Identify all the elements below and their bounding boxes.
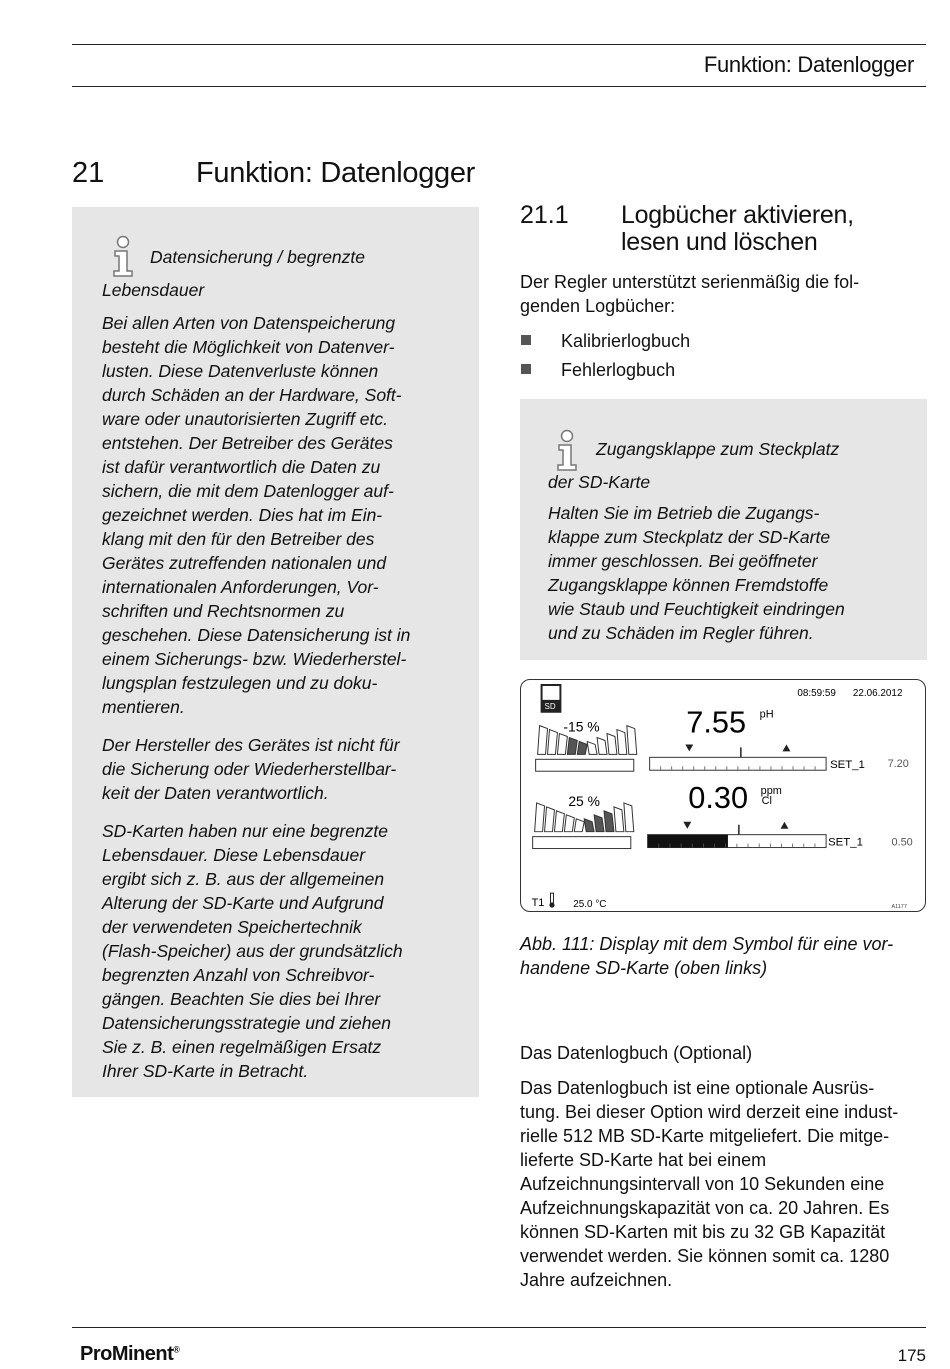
note-text-line: immer geschlossen. Bei geöffneter xyxy=(548,551,818,571)
note-text-line: ergibt sich z. B. aus der allgemeinen xyxy=(102,869,385,889)
section-intro-line-1: Der Regler unterstützt serienmäßig die fol- xyxy=(520,272,860,292)
sd-label: SD xyxy=(544,701,556,711)
paragraph-line: verwendet werden. Sie können somit ca. 1280 xyxy=(520,1246,890,1266)
channel-1-percent: -15 % xyxy=(563,718,600,735)
running-head: Funktion: Datenlogger xyxy=(703,52,914,77)
note-text-line: klang mit den für den Betreiber des xyxy=(102,529,375,549)
note-text-line: durch Schäden an der Hardware, Soft- xyxy=(102,385,402,405)
note-paragraph-1 xyxy=(102,311,447,719)
note-heading-line-2: der SD-Karte xyxy=(548,472,651,492)
figure-code: A1177 xyxy=(891,904,907,911)
note-text-line: Lebensdauer. Diese Lebensdauer xyxy=(102,845,366,865)
gauge-segment xyxy=(597,738,607,755)
page-number: 175 xyxy=(897,1346,926,1365)
gauge-segment xyxy=(614,807,624,832)
chapter-number: 21 xyxy=(72,157,105,189)
note-text-line: besteht die Möglichkeit von Datenver- xyxy=(102,337,395,357)
channel-1-setpoint: 7.20 xyxy=(887,758,909,771)
gauge-segment xyxy=(574,819,584,832)
note-paragraph xyxy=(548,501,908,645)
gauge-segment xyxy=(627,726,637,755)
gauge-segment xyxy=(584,819,594,832)
note-paragraph-3 xyxy=(102,819,447,1083)
note-text-line: Datensicherungsstrategie und ziehen xyxy=(102,1013,391,1033)
gauge-segment xyxy=(557,734,567,755)
section-number: 21.1 xyxy=(520,201,569,229)
temperature-value: 25.0 °C xyxy=(573,899,607,911)
note-text-line: Sie z. B. einen regelmäßigen Ersatz xyxy=(102,1037,382,1057)
paragraph-line: tung. Bei dieser Option wird derzeit eine indust- xyxy=(520,1102,899,1122)
note-heading-line-2: Lebensdauer xyxy=(102,280,205,300)
data-backup-note xyxy=(72,207,479,1097)
channel-2-unit-cl: Cl xyxy=(761,794,772,807)
gauge-segment xyxy=(554,811,564,832)
channel-1-set-label: SET_1 xyxy=(830,759,865,772)
bullet-square-icon xyxy=(521,335,531,345)
channel-2-scale-fill xyxy=(648,835,728,848)
note-text-line: gängen. Beachten Sie dies bei Ihrer xyxy=(102,989,381,1009)
note-text-line: der verwendeten Speichertechnik xyxy=(102,917,362,937)
gauge-segment xyxy=(564,815,574,832)
figure-caption xyxy=(520,932,926,980)
channel-2-unit-ppm: ppm xyxy=(760,785,782,798)
note-text-line: sichern, die mit dem Datenlogger auf- xyxy=(102,481,394,501)
paragraph-line: können SD-Karten mit bis zu 32 GB Kapazität xyxy=(520,1222,886,1242)
paragraph-line: lieferte SD-Karte hat bei einem xyxy=(520,1150,767,1170)
note-text-line: und zu Schäden im Regler führen. xyxy=(548,623,814,643)
upper-limit-marker-icon xyxy=(782,744,790,751)
header-top-rule xyxy=(72,44,926,45)
channel-2-set-label: SET_1 xyxy=(828,836,863,849)
note-text-line: lusten. Diese Datenverluste können xyxy=(102,361,379,381)
gauge-segment xyxy=(607,734,617,755)
note-text-line: (Flash-Speicher) aus der grundsätzlich xyxy=(102,941,403,961)
note-paragraph-2 xyxy=(102,733,447,805)
note-text-line: Bei allen Arten von Datenspeicherung xyxy=(102,313,396,333)
bullet-item: Fehlerlogbuch xyxy=(561,360,676,380)
gauge-segment xyxy=(567,738,577,755)
datalog-heading: Das Datenlogbuch (Optional) xyxy=(520,1043,753,1063)
bullet-square-icon xyxy=(521,364,531,374)
note-text-line: Der Hersteller des Gerätes ist nicht für xyxy=(102,735,400,755)
note-text-line: Gerätes zutreffenden nationalen und xyxy=(102,553,387,573)
note-text-line: einem Sicherungs- bzw. Wiederherstel- xyxy=(102,649,407,669)
display-date: 22.06.2012 xyxy=(852,687,903,699)
note-text-line: mentieren. xyxy=(102,697,185,717)
chapter-title: Funktion: Datenlogger xyxy=(196,157,476,189)
paragraph-line: Jahre aufzeichnen. xyxy=(520,1270,673,1290)
note-text-line: lungsplan festzulegen und zu doku- xyxy=(102,673,378,693)
datalog-paragraph xyxy=(520,1076,930,1292)
note-text-line: ist dafür verantwortlich die Daten zu xyxy=(102,457,381,477)
note-text-line: internationalen Anforderungen, Vor- xyxy=(102,577,379,597)
gauge-segment xyxy=(545,807,555,832)
channel-2-percent: 25 % xyxy=(568,792,600,809)
note-text-line: schriften und Rechtsnormen zu xyxy=(102,601,345,621)
caption-line-1: Abb. 111: Display mit dem Symbol für eine vor- xyxy=(520,934,894,954)
prominent-logo: ProMinent® xyxy=(80,1343,180,1365)
caption-line-2: handene SD-Karte (oben links) xyxy=(520,958,768,978)
channel-2-value: 0.30 xyxy=(688,779,749,815)
channel-1-value: 7.55 xyxy=(686,704,747,740)
channel-2-output-bar xyxy=(533,837,631,849)
paragraph-line: Aufzeichnungskapazität von ca. 20 Jahren. Es xyxy=(520,1198,890,1218)
paragraph-line: Das Datenlogbuch ist eine optionale Ausrüs- xyxy=(520,1078,875,1098)
note-heading-line-1: Zugangsklappe zum Steckplatz xyxy=(596,439,840,459)
section-intro-line-2: genden Logbücher: xyxy=(520,296,676,316)
note-text-line: Alterung der SD-Karte und Aufgrund xyxy=(102,893,384,913)
note-text-line: Zugangsklappe können Fremdstoffe xyxy=(548,575,829,595)
lower-limit-marker-icon xyxy=(685,744,693,751)
note-text-line: klappe zum Steckplatz der SD-Karte xyxy=(548,527,831,547)
footer-rule xyxy=(72,1327,926,1328)
lower-limit-marker-icon xyxy=(683,822,691,829)
note-text-line: ware oder unautorisierten Zugriff etc. xyxy=(102,409,388,429)
gauge-segment xyxy=(594,815,604,832)
bullet-item: Kalibrierlogbuch xyxy=(561,331,691,351)
display-time: 08:59:59 xyxy=(797,687,836,699)
gauge-segment xyxy=(624,803,634,832)
header-bottom-rule xyxy=(72,86,926,87)
gauge-segment xyxy=(538,726,548,755)
gauge-segment xyxy=(548,730,558,755)
gauge-segment xyxy=(604,811,614,832)
temperature-label: T1 xyxy=(531,897,545,910)
gauge-segment xyxy=(577,741,587,754)
gauge-segment xyxy=(587,741,597,754)
upper-limit-marker-icon xyxy=(781,822,789,829)
note-text-line: begrenzten Anzahl von Schreibvor- xyxy=(102,965,375,985)
channel-2-setpoint: 0.50 xyxy=(891,836,913,849)
channel-1-output-bar xyxy=(536,759,634,771)
thermometer-icon xyxy=(549,893,554,907)
sd-card-flap-note xyxy=(520,399,927,660)
note-text-line: Halten Sie im Betrieb die Zugangs- xyxy=(548,503,820,523)
sd-card-icon xyxy=(541,684,562,713)
controller-display-figure xyxy=(520,679,926,912)
gauge-segment xyxy=(617,730,627,755)
note-text-line: Ihrer SD-Karte in Betracht. xyxy=(102,1061,309,1081)
note-text-line: die Sicherung oder Wiederherstellbar- xyxy=(102,759,397,779)
note-text-line: keit der Daten verantwortlich. xyxy=(102,783,329,803)
note-heading-line-1: Datensicherung / begrenzte xyxy=(150,247,365,267)
paragraph-line: Aufzeichnungsintervall von 10 Sekunden eine xyxy=(520,1174,885,1194)
gauge-segment xyxy=(535,803,545,832)
note-text-line: gezeichnet werden. Dies hat im Ein- xyxy=(102,505,383,525)
note-text-line: entstehen. Der Betreiber des Gerätes xyxy=(102,433,393,453)
note-text-line: SD-Karten haben nur eine begrenzte xyxy=(102,821,389,841)
note-text-line: wie Staub und Feuchtigkeit eindringen xyxy=(548,599,845,619)
paragraph-line: rielle 512 MB SD-Karte mitgeliefert. Die mitge- xyxy=(520,1126,890,1146)
section-title-line-1: Logbücher aktivieren, xyxy=(621,201,854,229)
channel-1-unit: pH xyxy=(759,708,774,721)
note-text-line: geschehen. Diese Datensicherung ist in xyxy=(102,625,411,645)
section-title-line-2: lesen und löschen xyxy=(621,228,818,256)
